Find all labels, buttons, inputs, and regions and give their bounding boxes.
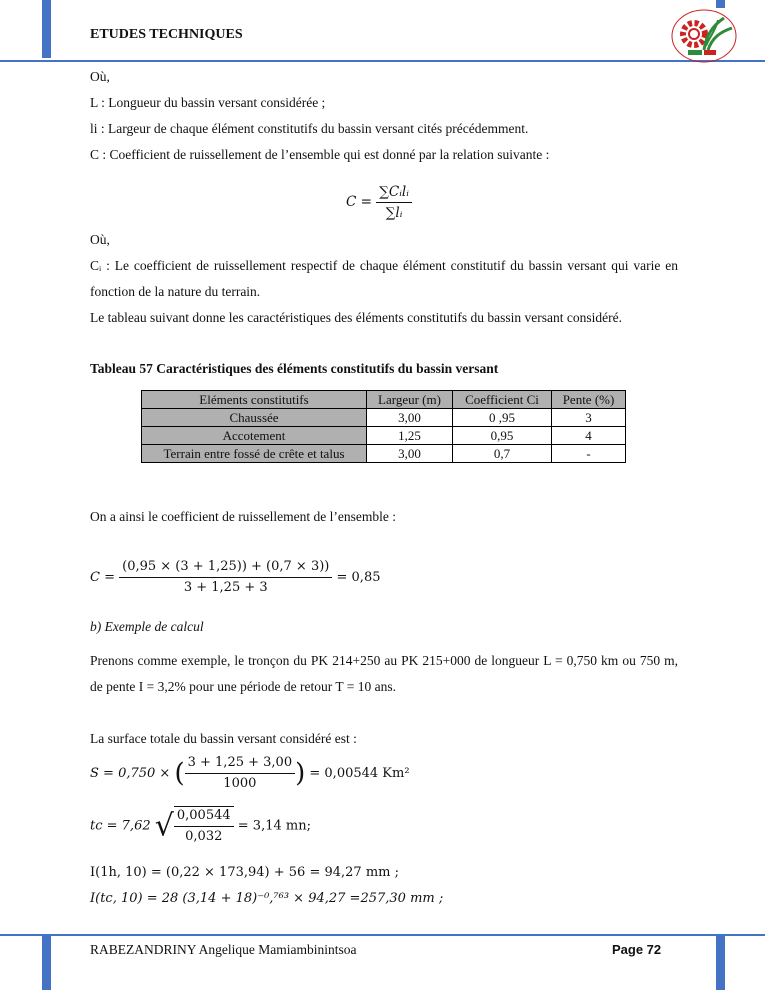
- header-cell: Largeur (m): [367, 391, 453, 409]
- header-cell: Coefficient Ci: [453, 391, 552, 409]
- text-ou-1: Où,: [90, 69, 110, 84]
- table-cell: -: [552, 445, 626, 463]
- institution-logo: [668, 6, 740, 64]
- fraction-denominator: 0,032: [185, 829, 223, 844]
- table-cell: 0,95: [453, 427, 552, 445]
- fraction-numerator: 3 + 1,25 + 3,00: [185, 754, 295, 774]
- table-cell: Terrain entre fossé de crête et talus: [142, 445, 367, 463]
- formula-rhs: = 0,00544 Km²: [309, 766, 410, 781]
- fraction-numerator: (0,95 × (3 + 1,25)) + (0,7 × 3)): [119, 558, 332, 578]
- formula-lhs: tc = 7,62: [90, 818, 151, 834]
- fraction-numerator: ∑Cᵢlᵢ: [376, 183, 412, 203]
- header-left-bar: [42, 0, 51, 58]
- header-title: ETUDES TECHNIQUES: [90, 27, 243, 42]
- table-cell: 0,7: [453, 445, 552, 463]
- formula-intensity-tc: I(tc, 10) = 28 (3,14 + 18)⁻⁰,⁷⁶³ × 94,27 =257,30 mm ;: [90, 891, 444, 906]
- definition-li: li : Largeur de chaque élément constitutifs du bassin versant cités précédemment.: [90, 121, 529, 136]
- header-rule: [0, 60, 765, 62]
- fraction-denominator: 1000: [223, 776, 257, 791]
- fraction: [376, 183, 412, 222]
- formula-C-definition: [346, 183, 412, 222]
- formula-tc: [90, 806, 311, 846]
- formula-lhs: C =: [346, 194, 372, 210]
- table-cell: Accotement: [142, 427, 367, 445]
- footer-page-number: Page 72: [612, 942, 662, 957]
- table-row: [142, 427, 626, 445]
- formula-intensity-1h: I(1h, 10) = (0,22 × 173,94) + 56 = 94,27 mm ;: [90, 865, 399, 880]
- table-cell: 3,00: [367, 445, 453, 463]
- table-cell: 0 ,95: [453, 409, 552, 427]
- footer-rule: [0, 934, 765, 936]
- formula-C-numeric: [90, 558, 381, 597]
- formula-lhs: C =: [90, 570, 115, 585]
- formula-surface: [90, 754, 410, 793]
- fraction: [185, 754, 295, 793]
- text-ou-2: Où,: [90, 232, 110, 247]
- fraction-denominator: 3 + 1,25 + 3: [183, 580, 268, 595]
- section-subheading: b) Exemple de calcul: [90, 619, 204, 634]
- footer-right-bar: [716, 934, 725, 990]
- footer-left-bar: [42, 934, 51, 990]
- table-row: [142, 445, 626, 463]
- table-cell: Chaussée: [142, 409, 367, 427]
- formula-rhs: = 0,85: [336, 570, 381, 585]
- header-cell: Eléments constitutifs: [142, 391, 367, 409]
- fraction: [174, 806, 234, 846]
- definition-Ci: Cᵢ : Le coefficient de ruissellement respectif de chaque élément constitutif du bassin versant qui varie en fonction de la nature du terrain.: [90, 258, 678, 299]
- radical-sign: √: [154, 808, 174, 844]
- table-cell: 3: [552, 409, 626, 427]
- table-header-row: [142, 391, 626, 409]
- formula-rhs: = 3,14 mn;: [237, 818, 311, 834]
- surface-intro: La surface totale du bassin versant considéré est :: [90, 731, 357, 746]
- fraction: [119, 558, 332, 597]
- table-cell: 3,00: [367, 409, 453, 427]
- characteristics-table: [141, 390, 626, 463]
- footer-author: RABEZANDRINY Angelique Mamiambinintsoa: [90, 942, 357, 957]
- table-row: [142, 409, 626, 427]
- formula-lhs: S = 0,750 ×: [90, 766, 171, 781]
- table-cell: 1,25: [367, 427, 453, 445]
- example-paragraph: Prenons comme exemple, le tronçon du PK 214+250 au PK 215+000 de longueur L = 0,750 km ou 750 m, de pente I = 3,2% pour une période de retour T = 10 ans.: [90, 653, 678, 694]
- definition-L: L : Longueur du bassin versant considérée ;: [90, 95, 326, 110]
- header-cell: Pente (%): [552, 391, 626, 409]
- table-intro: Le tableau suivant donne les caractéristiques des éléments constitutifs du bassin versant considéré.: [90, 310, 622, 325]
- fraction-numerator: 0,00544: [174, 807, 234, 827]
- definition-C: C : Coefficient de ruissellement de l’ensemble qui est donné par la relation suivante :: [90, 147, 550, 162]
- left-paren: (: [174, 758, 185, 789]
- fraction-denominator: ∑lᵢ: [385, 205, 403, 221]
- coefficient-intro: On a ainsi le coefficient de ruissellement de l’ensemble :: [90, 509, 397, 524]
- right-paren: ): [295, 758, 306, 789]
- table-caption: Tableau 57 Caractéristiques des éléments constitutifs du bassin versant: [90, 361, 499, 376]
- table-cell: 4: [552, 427, 626, 445]
